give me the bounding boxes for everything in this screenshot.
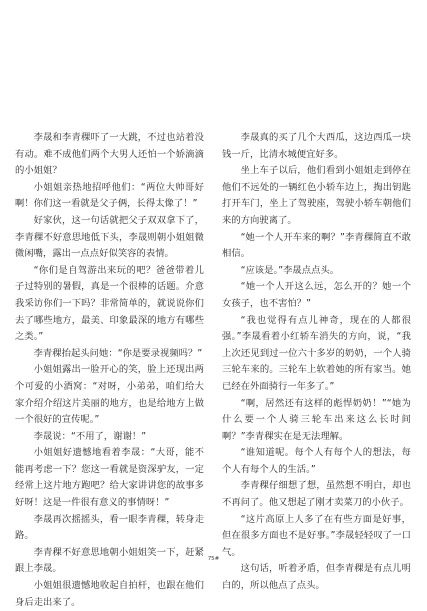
paragraph: 小姐姐很遗憾地收起自拍杆，也跟在他们身后走出来了。 — [15, 580, 204, 608]
paragraph: 李晟再次摇摇头，看一眼李青稞，转身走路。 — [15, 513, 204, 542]
paragraph: 李晟真的买了几个大西瓜，这边西瓜一块钱一斤，比清水城便宜好多。 — [222, 132, 411, 160]
paragraph: “你们是自驾游出来玩的吧？爸爸带着儿子过特别的暑假，真是一个很棒的话题。介意我采访你们一下吗？非常简单的，就说说你们去了哪些地方，最美、印象最深的地方有哪些之类。” — [15, 264, 204, 343]
paragraph: “她一个人开车来的啊？”李青稞简直不敢相信。 — [222, 231, 411, 260]
paragraph: “这片高原上人多了在有些方面是好事，但在很多方面也不是好事。”李晟轻轻叹了一口气。 — [222, 513, 411, 558]
paragraph: 小姐姐亲热地招呼他们：“两位大帅哥好啊！你们这一看就是父子俩，长得太像了！” — [15, 181, 204, 210]
paragraph: 这句话，听着矛盾，但李青稞是有点儿明白的，所以他点了点头。 — [222, 563, 411, 592]
paragraph: 李晟说：“不用了，谢谢！” — [33, 430, 147, 442]
paragraph: 李青稞抬起头问她：“你是要录视频吗？” — [33, 347, 203, 359]
left-text-column — [15, 130, 204, 611]
paragraph: 好家伙，这一句话就把父子双双拿下了，李青稞不好意思地低下头，李晟则朝小姐姐微微闲嘴，露出一点点好似笑容的表情。 — [15, 214, 204, 260]
paragraph: 小姐姐好遗憾地看着李晟：“大哥，能不能再考虑一下？您这一看就是资深驴友，一定经常上这片地方跑吧？给大家讲讲您的故事多好呀！这是一件很有意义的事情呀！” — [15, 447, 204, 509]
paragraph: “啊，居然还有这样的彪悍奶奶！”“她为什么要一个人骑三轮车出来这么长时间啊？”李青稞实在是无法理解。 — [222, 397, 411, 442]
paragraph: 李晟和李青稞吓了一大跳，不过也站着没有动。难不成他们两个大男人还怕一个娇滴滴的小姐姐？ — [15, 132, 204, 177]
right-text-column — [222, 130, 411, 595]
paragraph: “我也觉得有点儿神奇，现在的人都很强。”李晟看着小红轿车消失的方向，说，“我上次还见到过一位六十多岁的奶奶，一个人骑三轮车来的。三轮车上软着她的所有家当。她已经在外面骑行一年多了。” — [222, 314, 411, 392]
paragraph: 李青稞仔细想了想，虽然想不明白，却也不再问了。他又想起了刚才卖菜刀的小伙子。 — [222, 480, 411, 509]
page-number: 75# — [207, 556, 220, 562]
paragraph: 李青稞不好意思地朝小姐姐笑一下，赶紧跟上李晟。 — [15, 546, 204, 575]
paragraph: 小姐姐露出一脸开心的笑，脸上还现出两个可爱的小酒窝：“对呀，小弟弟，咱们给大家介绍介绍这片美丽的地方，也是给地方上做一个很好的宣传呢。” — [15, 364, 204, 426]
paragraph: “她一个人开这么远，怎么开的？她一个女孩子，也不害怕？” — [222, 281, 411, 309]
paragraph: “谁知道呢。每个人有每个人的想法，每个人有每个人的生活。” — [222, 447, 411, 475]
paragraph: “应该是。”李晟点点头。 — [240, 264, 340, 276]
paragraph: 坐上车子以后，他们看到小姐姐走到停在他们不远处的一辆红色小轿车边上，掏出钥匙打开车门，坐上了驾驶座，驾驶小轿车朝他们来的方向驶离了。 — [222, 165, 411, 226]
